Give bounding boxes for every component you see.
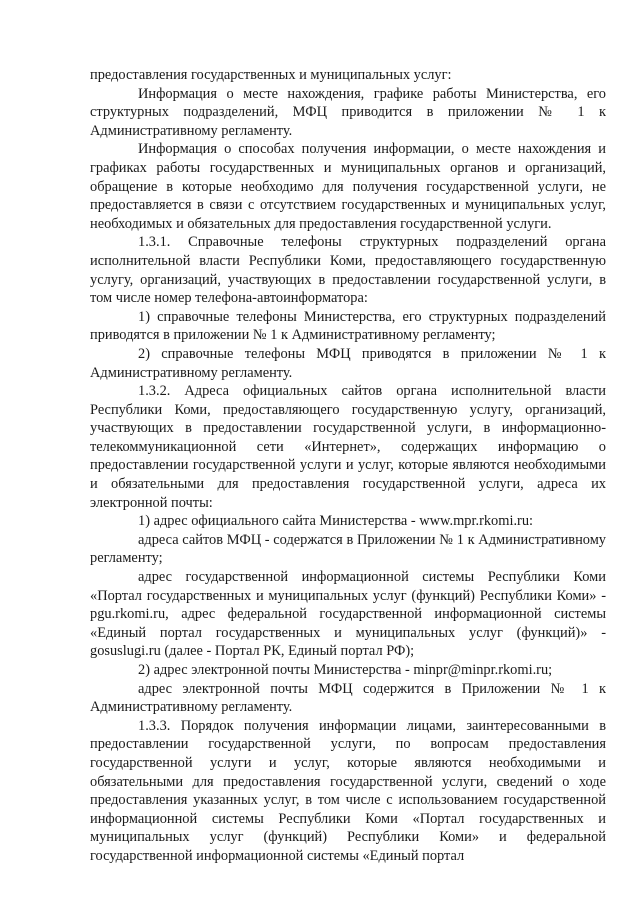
paragraph-methods-info: Информация о способах получения информации, о месте нахождения и графиках работы государственных и муниципальных органов и организаций, обращение в которые необходимо для получения государственной услуги, не предоставляется в связи с отсутствием государственных и муниципальных услуг, необходимых и обязательных для предоставления государственной услуги. [90,141,606,232]
paragraph-email-mfc: адрес электронной почты МФЦ содержится в Приложении № 1 к Административному регламенту. [90,680,606,716]
paragraph-email-ministry: 2) адрес электронной почты Министерства - minpr@minpr.rkomi.ru; [138,662,553,678]
paragraph-sites-mfc: адреса сайтов МФЦ - содержатся в Приложении № 1 к Административному регламенту; [90,531,606,567]
paragraph-1-3-1: 1.3.1. Справочные телефоны структурных подразделений органа исполнительной власти Республики Коми, предоставляющего государственную услугу, организаций, участвующих в предоставлении государственной услуги, в том числе номер телефона-автоинформатора: [90,234,606,307]
paragraph-site-ministry: 1) адрес официального сайта Министерства - www.mpr.rkomi.ru: [138,513,534,530]
paragraph-phones-ministry: 1) справочные телефоны Министерства, его структурных подразделений приводятся в приложении № 1 к Административному регламенту; [90,308,606,344]
paragraph-1-3-2: 1.3.2. Адреса официальных сайтов органа исполнительной власти Республики Коми, предоставляющего государственную услугу, организаций, участвующих в предоставлении государственной услуги, в информационно-телекоммуникационной сети «Интернет», содержащих информацию о предоставлении государственной услуги и услуг, которые являются необходимыми и обязательными для предоставления государственной услуги, адреса их электронной почты: [90,383,606,511]
paragraph-1-3-3: 1.3.3. Порядок получения информации лицами, заинтересованными в предоставлении государственной услуги, по вопросам предоставления государственной услуги и услуг, которые являются необходимыми и обязательными для предоставления государственной услуги, сведений о ходе предоставления указанных услуг, в том числе с использованием государственной информационной системы Республики Коми «Портал государственных и муниципальных услуг (функций) Республики Коми» и федеральной государственной информационной системы «Единый портал [90,717,606,864]
paragraph-portals: адрес государственной информационной системы Республики Коми «Портал государственных и муниципальных услуг (функций) Республики Коми» - pgu.rkomi.ru, адрес федеральной государственной информационной системы «Единый портал государственных и муниципальных услуг (функций)» - gosuslugi.ru (далее - Портал РК, Единый портал РФ); [90,569,606,660]
paragraph-intro: предоставления государственных и муниципальных услуг: [90,67,452,83]
paragraph-phones-mfc: 2) справочные телефоны МФЦ приводятся в приложении № 1 к Административному регламенту. [90,345,606,381]
paragraph-location-info: Информация о месте нахождения, графике работы Министерства, его структурных подразделений, МФЦ приводится в приложении № 1 к Административному регламенту. [90,85,606,139]
